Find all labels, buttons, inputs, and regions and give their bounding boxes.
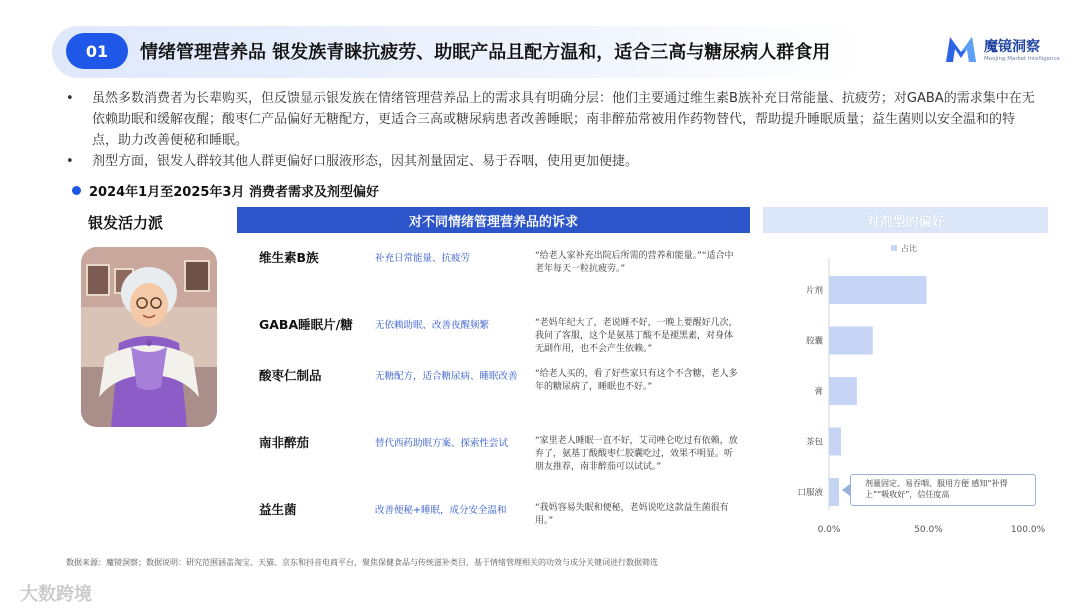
callout-arrow-icon bbox=[842, 484, 850, 496]
product-need: 无依赖助眠、改善夜醒频繁 bbox=[375, 320, 490, 331]
category-label: 片剂 bbox=[805, 286, 823, 296]
bar-3 bbox=[829, 428, 841, 456]
bar-4 bbox=[829, 478, 839, 506]
bullet-text: • 虽然多数消费者为长辈购买，但反馈显示银发族在情绪管理营养品上的需求具有明确分层：他们主要通过维生素B族补充日常能量、抗疲劳；对GABA的需求集中在无依赖助眠和缓解夜醒；酸枣仁产品偏好无糖配方，更适合三高或糖尿病患者改善睡眠；南非醉茄常被用作药物替代，帮助提升睡眠质量；益生菌则以安全温和的特点，助力改善便秘和睡眠。 bbox=[66, 88, 1036, 151]
category-label: 膏 bbox=[814, 387, 823, 397]
section-number-badge: 01 bbox=[66, 33, 128, 69]
consumer-quote: “给老人买的，看了好些家只有这个不含糖，老人多年的糖尿病了，睡眠也不好。” bbox=[535, 369, 738, 392]
brand-m-icon bbox=[944, 34, 978, 64]
elderly-woman-illustration bbox=[81, 247, 217, 427]
product-need: 替代西药助眠方案、探索性尝试 bbox=[375, 438, 509, 449]
data-source-note: 数据来源：魔镜洞察；数据说明：研究范围涵盖淘宝、天猫、京东和抖音电商平台，聚焦保健食品与传统滋补类目，基于情绪管理相关的功效与成分关键词进行数据筛选 bbox=[66, 558, 658, 567]
dosage-chart-header bbox=[763, 207, 1048, 233]
product-name: 益生菌 bbox=[259, 502, 297, 517]
watermark: 大数跨境 bbox=[20, 584, 92, 605]
consumer-quote: “给老人家补充出院后所需的营养和能量。”“适合中老年每天一粒抗疲劳。” bbox=[535, 251, 734, 274]
brand-name: 魔镜洞察 bbox=[984, 39, 1040, 55]
bar-0 bbox=[829, 276, 927, 304]
bullet-text: • 剂型方面，银发人群较其他人群更偏好口服液形态，因其剂量固定、易于吞咽，使用更加便捷。 bbox=[66, 151, 1036, 172]
brand-logo bbox=[944, 32, 1060, 72]
chart-annotation: 剂量固定、易吞咽、服用方便 感知“补得上”“吸收好”，信任度高 bbox=[850, 474, 1036, 506]
bar-2 bbox=[829, 377, 857, 405]
brand-subtitle: Moojing Market Intelligence bbox=[984, 56, 1060, 62]
persona-label: 银发活力派 bbox=[88, 214, 164, 232]
x-tick-label: 100.0% bbox=[1010, 525, 1046, 535]
consumer-quote: “老妈年纪大了，老说睡不好，一晚上要醒好几次，我问了客服，这个是氨基丁酸不是褪黑素，对身体无副作用，也不会产生依赖。” bbox=[535, 318, 738, 354]
section-heading-text: 2024年1月至2025年3月 消费者需求及剂型偏好 bbox=[89, 185, 379, 200]
category-label: 口服液 bbox=[797, 488, 823, 498]
product-need: 无糖配方，适合糖尿病、睡眠改善 bbox=[375, 371, 518, 382]
product-need: 补充日常能量、抗疲劳 bbox=[375, 253, 471, 264]
product-name: GABA睡眠片/糖 bbox=[259, 317, 353, 332]
table-row bbox=[237, 366, 750, 426]
product-name: 酸枣仁制品 bbox=[259, 368, 322, 383]
x-tick-label: 0.0% bbox=[817, 525, 841, 535]
summary-bullets bbox=[66, 88, 1036, 172]
product-name: 维生素B族 bbox=[259, 250, 319, 265]
section-heading bbox=[72, 181, 379, 200]
product-need: 改善便秘+睡眠，成分安全温和 bbox=[375, 505, 507, 516]
bullet-dot-icon bbox=[72, 186, 81, 195]
table-row bbox=[237, 248, 750, 308]
table-row bbox=[237, 500, 750, 560]
category-label: 茶包 bbox=[805, 437, 823, 448]
legend-swatch bbox=[891, 245, 897, 251]
category-label: 胶囊 bbox=[805, 336, 823, 347]
x-tick-label: 50.0% bbox=[914, 525, 943, 535]
bar-1 bbox=[829, 327, 873, 355]
needs-table-header: 对不同情绪管理营养品的诉求 bbox=[237, 207, 750, 233]
page-title: 情绪管理营养品 银发族青睐抗疲劳、助眠产品且配方温和，适合三高与糖尿病人群食用 bbox=[140, 42, 831, 63]
consumer-quote: “我妈容易失眠和便秘，老妈说吃这款益生菌很有用。” bbox=[535, 503, 729, 526]
legend-label: 占比 bbox=[901, 244, 917, 253]
product-name: 南非醉茄 bbox=[259, 435, 310, 450]
consumer-quote: “家里老人睡眠一直不好，艾司唑仑吃过有依赖，放弃了，氨基丁酸酸枣仁胶囊吃过，效果不明显。听朋友推荐，南非醉茄可以试试。” bbox=[535, 436, 738, 472]
table-row bbox=[237, 433, 750, 493]
dosage-chart-header-text: 对剂型的偏好 bbox=[866, 214, 945, 230]
